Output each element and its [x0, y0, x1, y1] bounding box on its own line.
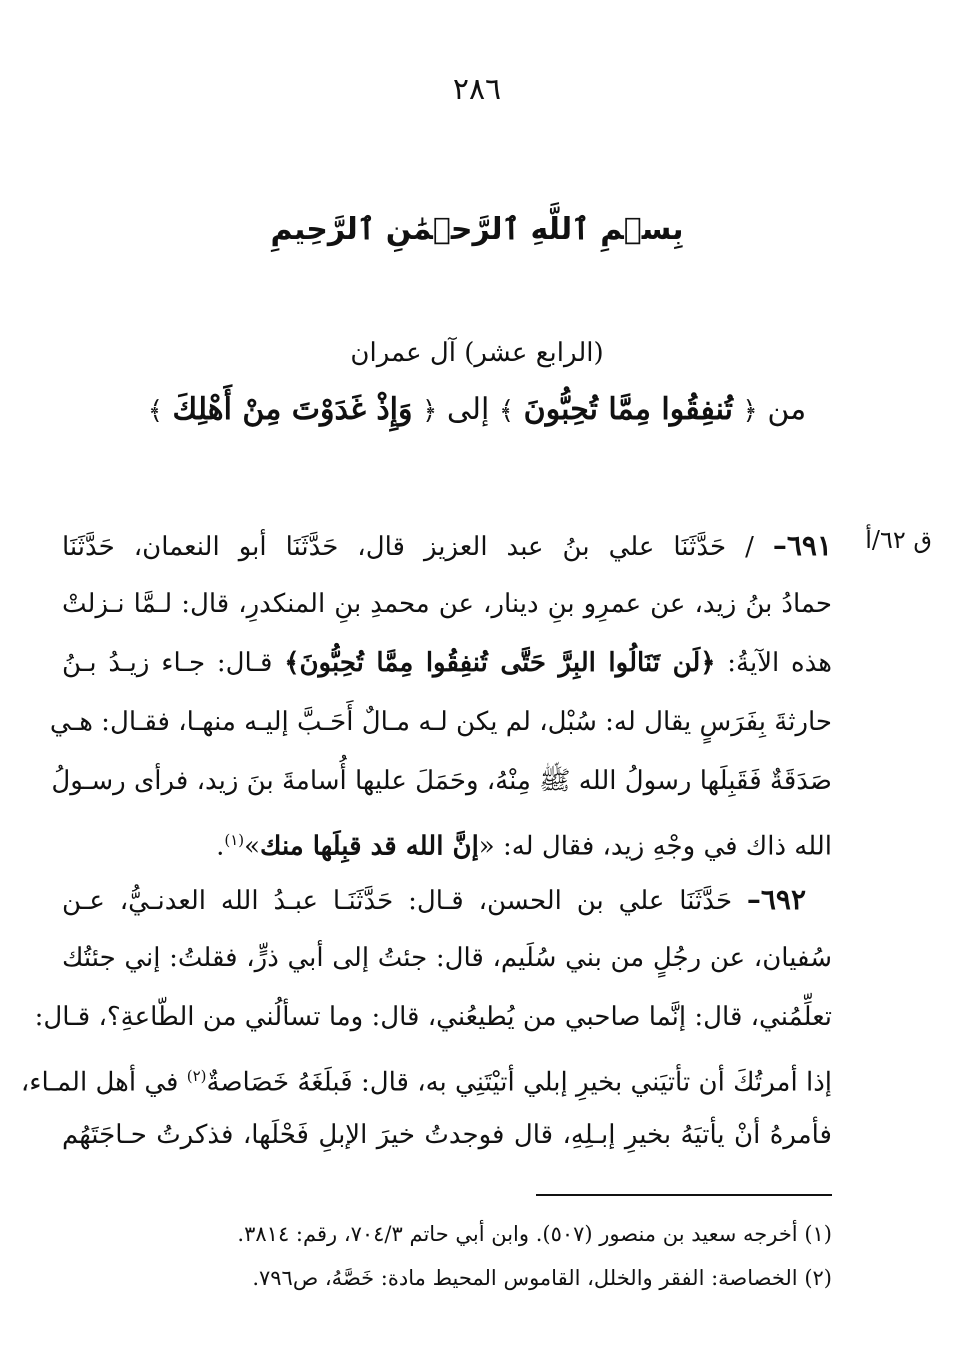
basmala-calligraphy: [0, 212, 954, 247]
hadith-691-line-2: حمادُ بنُ زيد، عن عمرِو بنِ دينار، عن محمدِ بنِ المنكدرِ، قال: لـمَّا نـزلتْ: [62, 589, 832, 619]
subheading-quote-end: وَإِذْ غَدَوْتَ مِنْ أَهْلِكَ: [172, 392, 413, 427]
hadith-692-number: ٦٩٢–: [746, 883, 806, 916]
ornament-open-bracket: ﴿: [422, 396, 438, 426]
footnote-2: (٢) الخصاصة: الفقر والخلل، القاموس المحيط مادة: خَصَّهُ، ص٧٩٦.: [252, 1266, 832, 1290]
hadith-692-line-4: إذا أمرتُكَ أن تأتيَني بخيرِ إبلي أتيْتَنِي به، قال: فَبلَغَهُ خَصَاصةٌ$^{(٢)}$ في أهل المـاء،: [20, 1067, 832, 1098]
prophetic-saying: إنَّ الله قد قبِلَها منك: [260, 831, 479, 862]
hadith-691-line-6: الله ذاك في وجْهِ زيد، فقال له: «إنَّ الله قد قبِلَها منك»$^{(١)}$.: [216, 831, 832, 862]
hadith-692-line-2: سُفيان، عن رجُلٍ من بني سُلَيم، قال: جئتُ إلى أبي ذرٍّ، فقلتُ: إني جئتُك: [62, 943, 832, 973]
hadith-691-line-5: صَدَقَةٌ فَقَبِلَها رسولُ الله ﷺ مِنْهُ، وحَمَلَ عليها أُسامةَ بنَ زيد، فرأى رسـولُ: [51, 766, 832, 796]
manuscript-margin-reference: ق ٦٢/أ: [865, 526, 932, 554]
subheading-prefix: من: [767, 392, 807, 427]
ornament-open-bracket: ﴿: [742, 396, 758, 426]
footnote-marker-2: (٢): [186, 1067, 207, 1085]
basmala-text: بِسۡمِ ٱللَّهِ ٱلرَّحۡمَٰنِ ٱلرَّحِيمِ: [270, 212, 684, 247]
footnote-separator: [536, 1194, 832, 1196]
footnote-1: (١) أخرجه سعيد بن منصور (٥٠٧). وابن أبي حاتم ٧٠٤/٣، رقم: ٣٨١٤.: [237, 1222, 832, 1246]
hadith-691-number: ٦٩١–: [772, 529, 832, 562]
section-subheading: [60, 392, 894, 427]
hadith-691-line-1: ٦٩١– / حَدَّثَنَا علي بنُ عبد العزيز قال، حَدَّثَنَا أبو النعمان، حَدَّثَنَا: [62, 529, 832, 562]
section-heading: (الرابع عشر) آل عمران: [350, 338, 604, 368]
main-text: [20, 516, 833, 1165]
hadith-691-line-3: هذه الآيةُ: ﴿لَن تَنَالُوا البِرَّ حَتَّى تُنفِقُوا مِمَّا تُحِبُّونَ﴾ قـال: جـاء زيـدُ بـنُ: [62, 648, 833, 678]
hadith-691-line-4: حارثةَ بِفَرَسٍ يقال له: سُبْل، لم يكن لـه مـالٌ أَحَـبَّ إليـه منهـا، فقـال: هـي: [49, 707, 832, 737]
subheading-middle: إلى: [446, 392, 490, 427]
hadith-692-line-1: ٦٩٢– حَدَّثَنَا علي بن الحسن، قـال: حَدَّثَنَـا عبـدُ الله العدنـيُّ، عـن: [62, 883, 806, 916]
hadith-692-line-3: تعلِّمُني، قال: إنَّما صاحبي من يُطيعُني، قال: وما تسألُني من الطّاعةِ؟، قـال:: [34, 1002, 832, 1032]
subheading-quote-start: تُنفِقُوا مِمَّا تُحِبُّونَ: [523, 392, 733, 427]
footnote-marker-1: (١): [224, 831, 245, 849]
quran-verse: ﴿لَن تَنَالُوا البِرَّ حَتَّى تُنفِقُوا مِمَّا تُحِبُّونَ﴾: [284, 648, 716, 678]
ornament-close-bracket: ﴾: [147, 396, 163, 426]
ornament-close-bracket: ﴾: [498, 396, 515, 426]
hadith-692-line-5: فأمرهُ أنْ يأتيَهُ بخيرِ إبـلِهِ، قال فوجدتُ خيرَ الإبلِ فَحْلَها، فذكرتُ حـاجَتَهُم: [62, 1120, 832, 1150]
page-number: ٢٨٦: [452, 72, 502, 107]
